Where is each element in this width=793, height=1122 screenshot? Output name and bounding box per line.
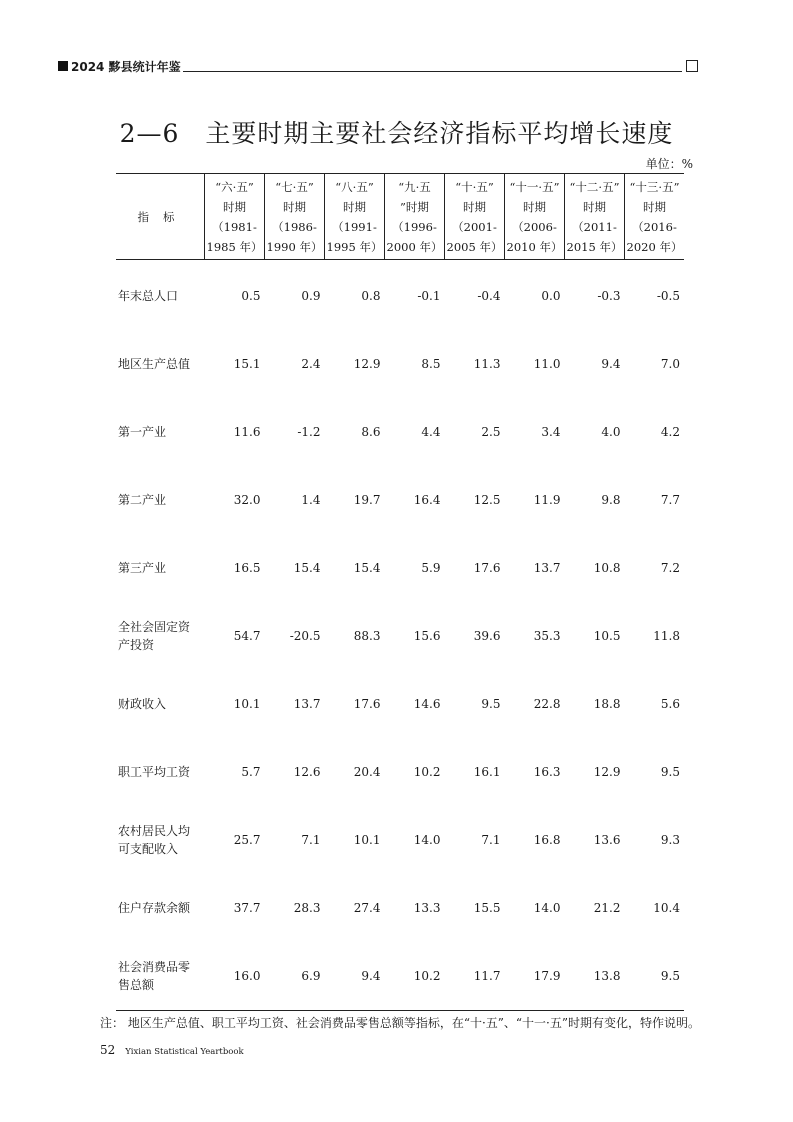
period-header-line: （2006-	[512, 219, 557, 234]
table-row	[116, 874, 684, 942]
value-cell: 15.4	[293, 561, 321, 575]
value-cell: 20.4	[353, 765, 381, 779]
value-cell: 88.3	[353, 629, 381, 643]
value-cell: 4.4	[421, 425, 441, 439]
value-cell: 0.8	[361, 289, 381, 303]
table-row	[116, 670, 684, 738]
period-header-line: ”时期	[400, 199, 429, 214]
table-row	[116, 806, 684, 874]
value-cell: 16.5	[233, 561, 261, 575]
value-cell: 9.4	[325, 942, 385, 1011]
period-header-line: “十三·五”	[629, 179, 680, 194]
period-header-line: “八·五”	[335, 179, 374, 194]
value-cell: 13.8	[565, 942, 625, 1011]
value-cell: 12.5	[473, 493, 501, 507]
value-cell: 22.8	[533, 697, 561, 711]
indicator-label: 第二产业	[118, 493, 167, 507]
value-cell: 8.6	[361, 425, 381, 439]
period-column-header	[445, 174, 505, 260]
indicator-label-cell	[116, 602, 205, 670]
value-cell: 10.1	[233, 697, 261, 711]
value-cell: 14.6	[413, 697, 441, 711]
value-cell: 9.5	[625, 942, 685, 1011]
value-cell: 9.3	[660, 833, 680, 847]
value-cell: 3.4	[541, 425, 561, 439]
value-cell: 5.9	[421, 561, 441, 575]
value-cell: 32.0	[233, 493, 261, 507]
period-header-line: （1996-	[392, 219, 437, 234]
value-cell: 17.6	[353, 697, 381, 711]
value-cell: 16.0	[205, 942, 265, 1011]
indicator-label-cell	[116, 534, 205, 602]
value-cell: 4.2	[660, 425, 680, 439]
value-cell: 7.1	[481, 833, 501, 847]
period-header-line: （1986-	[272, 219, 317, 234]
book-name: Yixian Statistical Yeartbook	[125, 1047, 244, 1057]
value-cell: 2.5	[481, 425, 501, 439]
value-cell: 16.1	[473, 765, 501, 779]
value-cell: 16.3	[533, 765, 561, 779]
value-cell: -0.1	[417, 289, 441, 303]
indicator-column-header: 指标	[116, 174, 205, 260]
value-cell: 27.4	[353, 901, 381, 915]
period-header-line: “六·五”	[215, 179, 254, 194]
value-cell: 10.2	[413, 765, 441, 779]
table-note: 注： 地区生产总值、职工平均工资、社会消费品零售总额等指标，在“十·五”、“十一·五”时期有变化，特作说明。	[100, 1016, 700, 1030]
period-column-header	[205, 174, 265, 260]
period-header-line: 1995 年）	[326, 239, 383, 254]
period-header-line: “十·五”	[455, 179, 494, 194]
empty-square-icon	[686, 60, 698, 72]
value-cell: 13.7	[293, 697, 321, 711]
indicator-label: 第三产业	[118, 561, 167, 575]
period-header-line: 时期	[583, 199, 606, 214]
page-number: 52	[100, 1043, 116, 1057]
value-cell: 16.4	[413, 493, 441, 507]
indicator-label: 社会消费品零售总额	[118, 960, 191, 992]
yearbook-title: 2024 黟县统计年鉴	[71, 60, 181, 74]
value-cell: 0.9	[301, 289, 321, 303]
value-cell: 11.7	[445, 942, 505, 1011]
value-cell: -0.5	[656, 289, 680, 303]
value-cell: 10.2	[385, 942, 445, 1011]
value-cell: 11.3	[473, 357, 501, 371]
value-cell: 7.7	[660, 493, 680, 507]
value-cell: 15.6	[413, 629, 441, 643]
value-cell: 2.4	[301, 357, 321, 371]
period-header-line: （1981-	[212, 219, 257, 234]
period-header-line: 时期	[523, 199, 546, 214]
value-cell: 9.4	[601, 357, 621, 371]
period-column-header	[505, 174, 565, 260]
value-cell: 0.0	[541, 289, 561, 303]
indicator-label: 地区生产总值	[118, 357, 191, 371]
table-header-row	[116, 174, 684, 260]
period-column-header	[325, 174, 385, 260]
indicator-label-cell	[116, 670, 205, 738]
period-header-line: 时期	[343, 199, 366, 214]
value-cell: 5.7	[241, 765, 261, 779]
value-cell: 12.9	[353, 357, 381, 371]
table-row	[116, 398, 684, 466]
period-header-line: “九·五	[398, 179, 431, 194]
period-header-line: “十二·五”	[569, 179, 620, 194]
value-cell: 19.7	[353, 493, 381, 507]
indicator-label: 财政收入	[118, 697, 167, 711]
period-column-header	[265, 174, 325, 260]
value-cell: 4.0	[601, 425, 621, 439]
value-cell: 10.4	[653, 901, 680, 915]
square-bullet-icon	[58, 61, 68, 71]
value-cell: 54.7	[233, 629, 261, 643]
period-header-line: 2015 年）	[566, 239, 623, 254]
value-cell: 1.4	[301, 493, 321, 507]
header-rule	[183, 70, 682, 72]
period-header-line: 2005 年）	[446, 239, 503, 254]
period-header-line: （2001-	[452, 219, 497, 234]
table-row	[116, 260, 684, 331]
value-cell: 25.7	[233, 833, 261, 847]
period-header-line: 时期	[463, 199, 486, 214]
indicator-label: 住户存款余额	[118, 901, 191, 915]
growth-rate-table	[116, 173, 683, 1011]
value-cell: 37.7	[233, 901, 261, 915]
indicator-label-cell	[116, 466, 205, 534]
period-header-line: 时期	[643, 199, 666, 214]
value-cell: -1.2	[297, 425, 321, 439]
indicator-label: 职工平均工资	[118, 765, 191, 779]
indicator-label: 全社会固定资产投资	[118, 620, 191, 652]
value-cell: 11.6	[233, 425, 261, 439]
value-cell: 14.0	[533, 901, 561, 915]
value-cell: 11.0	[533, 357, 561, 371]
period-header-line: （2011-	[572, 219, 617, 234]
period-header-line: 2020 年）	[626, 239, 683, 254]
value-cell: 39.6	[473, 629, 501, 643]
value-cell: 17.6	[473, 561, 501, 575]
value-cell: -0.4	[477, 289, 501, 303]
value-cell: 15.1	[233, 357, 261, 371]
value-cell: 15.4	[353, 561, 381, 575]
page-footer	[100, 1043, 244, 1057]
period-header-line: 1990 年）	[266, 239, 323, 254]
period-column-header	[565, 174, 625, 260]
value-cell: 9.5	[660, 765, 680, 779]
value-cell: 11.8	[653, 629, 680, 643]
page-title: 2—6 主要时期主要社会经济指标平均增长速度	[119, 119, 674, 148]
period-header-line: “十一·五”	[509, 179, 560, 194]
period-header-line: （2016-	[632, 219, 677, 234]
indicator-label-cell	[116, 874, 205, 942]
value-cell: 12.6	[293, 765, 321, 779]
indicator-label-cell	[116, 330, 205, 398]
table-row	[116, 330, 684, 398]
period-header-line: 时期	[283, 199, 306, 214]
value-cell: 28.3	[293, 901, 321, 915]
table-body	[116, 260, 684, 1011]
value-cell: 10.1	[353, 833, 381, 847]
unit-label: 单位：%	[645, 157, 693, 171]
indicator-label-cell	[116, 398, 205, 466]
value-cell: 10.5	[593, 629, 621, 643]
period-header-line: （1991-	[332, 219, 377, 234]
value-cell: 14.0	[413, 833, 441, 847]
value-cell: 12.9	[593, 765, 621, 779]
value-cell: 5.6	[660, 697, 680, 711]
indicator-label-cell	[116, 738, 205, 806]
value-cell: 10.8	[593, 561, 621, 575]
value-cell: 15.5	[473, 901, 501, 915]
period-header-line: 2010 年）	[506, 239, 563, 254]
value-cell: -0.3	[597, 289, 621, 303]
value-cell: 0.5	[241, 289, 261, 303]
table-row	[116, 942, 684, 1011]
indicator-label-cell	[116, 260, 205, 331]
value-cell: 9.5	[481, 697, 501, 711]
value-cell: 11.9	[533, 493, 561, 507]
period-header-line: 1985 年）	[206, 239, 263, 254]
table-row	[116, 466, 684, 534]
value-cell: 7.1	[301, 833, 321, 847]
period-header-line: 时期	[223, 199, 246, 214]
value-cell: 13.6	[593, 833, 621, 847]
value-cell: -20.5	[289, 629, 321, 643]
value-cell: 21.2	[593, 901, 621, 915]
value-cell: 17.9	[505, 942, 565, 1011]
value-cell: 7.2	[660, 561, 680, 575]
indicator-label: 第一产业	[118, 425, 167, 439]
value-cell: 9.8	[601, 493, 621, 507]
running-header	[58, 56, 698, 74]
period-header-line: “七·五”	[275, 179, 314, 194]
period-column-header	[385, 174, 445, 260]
value-cell: 16.8	[533, 833, 561, 847]
value-cell: 18.8	[593, 697, 621, 711]
value-cell: 8.5	[421, 357, 441, 371]
indicator-label: 农村居民人均可支配收入	[118, 824, 191, 856]
indicator-label-cell	[116, 806, 205, 874]
table-row	[116, 738, 684, 806]
value-cell: 35.3	[533, 629, 561, 643]
table-row	[116, 534, 684, 602]
value-cell: 7.0	[660, 357, 680, 371]
value-cell: 13.3	[413, 901, 441, 915]
value-cell: 13.7	[533, 561, 561, 575]
value-cell: 6.9	[265, 942, 325, 1011]
indicator-label-cell	[116, 942, 205, 1011]
period-column-header	[625, 174, 685, 260]
indicator-label: 年末总人口	[118, 289, 179, 303]
table-row	[116, 602, 684, 670]
period-header-line: 2000 年）	[386, 239, 443, 254]
